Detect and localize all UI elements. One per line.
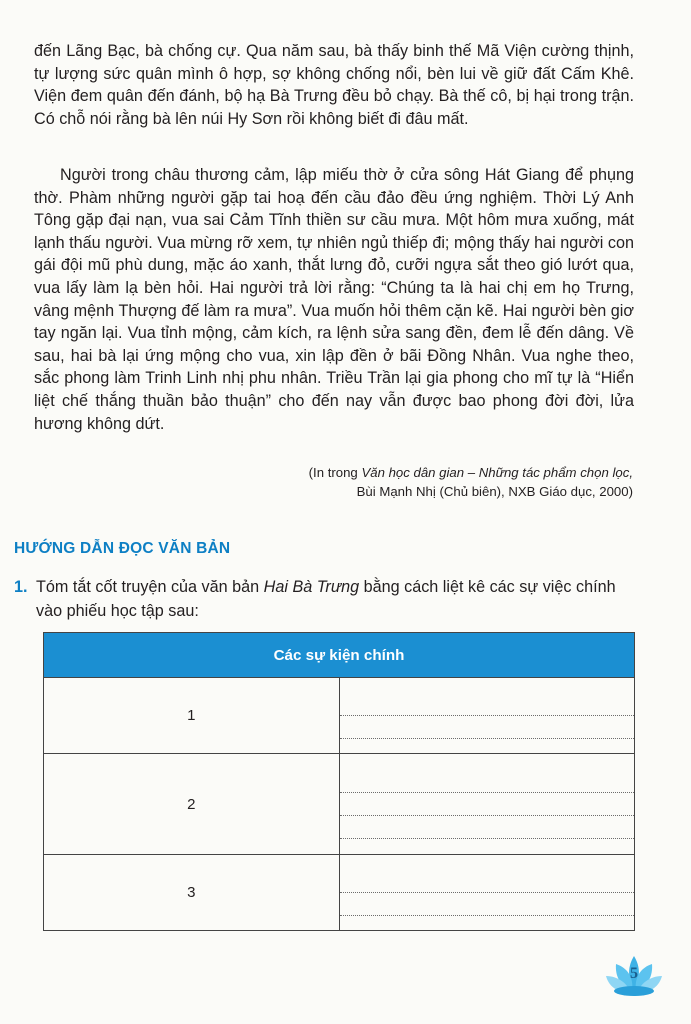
page-number: 5 (630, 965, 638, 982)
citation-publisher: Bùi Mạnh Nhị (Chủ biên), NXB Giáo dục, 2000) (356, 484, 633, 499)
worksheet-table (43, 632, 635, 931)
question-1 (14, 575, 644, 623)
source-citation (309, 463, 633, 501)
row-number: 3 (44, 855, 340, 931)
answer-field-2[interactable] (339, 754, 635, 855)
dotted-line (340, 770, 635, 793)
table-row (44, 678, 635, 754)
table-row (44, 754, 635, 855)
row-number: 2 (44, 754, 340, 855)
answer-field-1[interactable] (339, 678, 635, 754)
dotted-line (340, 893, 635, 916)
answer-field-3[interactable] (339, 855, 635, 931)
dotted-line (340, 870, 635, 893)
dotted-line (340, 816, 635, 839)
dotted-line (340, 793, 635, 816)
table-header: Các sự kiện chính (44, 633, 635, 678)
question-text (14, 575, 644, 623)
story-paragraph-2: Người trong châu thương cảm, lập miếu thờ ở cửa sông Hát Giang để phụng thờ. Phàm những người gặp tai hoạ đến cầu đảo đều ứng nghiệm. Thời Lý Anh Tông gặp đại nạn, vua sai Cảm Tĩnh thiền sư cầu mưa. Một hôm mưa xuống, mát lạnh thấu người. Vua mừng rỡ xem, tự nhiên ngủ thiếp đi; mộng thấy hai người con gái đội mũ phù dung, mặc áo xanh, thắt lưng đỏ, cưỡi ngựa sắt theo gió lướt qua, vua lấy làm lạ bèn hỏi. Hai người trả lời rằng: “Chúng ta là hai chị em họ Trưng, vâng mệnh Thượng đế làm ra mưa”. Vua muốn hỏi thêm cặn kẽ. Hai người bèn giơ tay ngăn lại. Vua tỉnh mộng, cảm kích, ra lệnh sửa sang đền, đem lễ đến dâng. Về sau, hai bà lại ứng mộng cho vua, xin lập đền ở bãi Đồng Nhân. Vua nghe theo, sắc phong làm Trinh Linh nhị phu nhân. Triều Trần lại gia phong cho mĩ tự là “Hiển liệt chế thắng thuần bảo thuận” cho đến nay vẫn được bao phong đời đời, lửa hương không dứt. (34, 166, 634, 433)
question-work-title: Hai Bà Trưng (263, 578, 360, 596)
citation-prefix: (In trong (308, 465, 362, 480)
citation-book-title: Văn học dân gian – Những tác phẩm chọn lọc, (361, 465, 633, 480)
row-number: 1 (44, 678, 340, 754)
story-paragraph-1: đến Lãng Bạc, bà chống cự. Qua năm sau, bà thấy binh thế Mã Viện cường thịnh, tự lượng sức quân mình ô hợp, sợ không chống nổi, bèn lui về giữ đất Cấm Khê. Viện đem quân đến đánh, bộ hạ Bà Trưng đều bỏ chạy. Bà thế cô, bị hại trong trận. Có chỗ nói rằng bà lên núi Hy Sơn rồi không biết đi đâu mất. (34, 42, 634, 128)
dotted-line (340, 716, 635, 739)
dotted-line (340, 693, 635, 716)
table-row (44, 855, 635, 931)
question-text-after: bằng cách liệt kê các sự việc chính vào phiếu học tập sau: (36, 578, 616, 620)
question-number: 1. (14, 578, 28, 596)
question-text-before: Tóm tắt cốt truyện của văn bản (36, 578, 264, 596)
section-heading: HƯỚNG DẪN ĐỌC VĂN BẢN (14, 540, 231, 557)
